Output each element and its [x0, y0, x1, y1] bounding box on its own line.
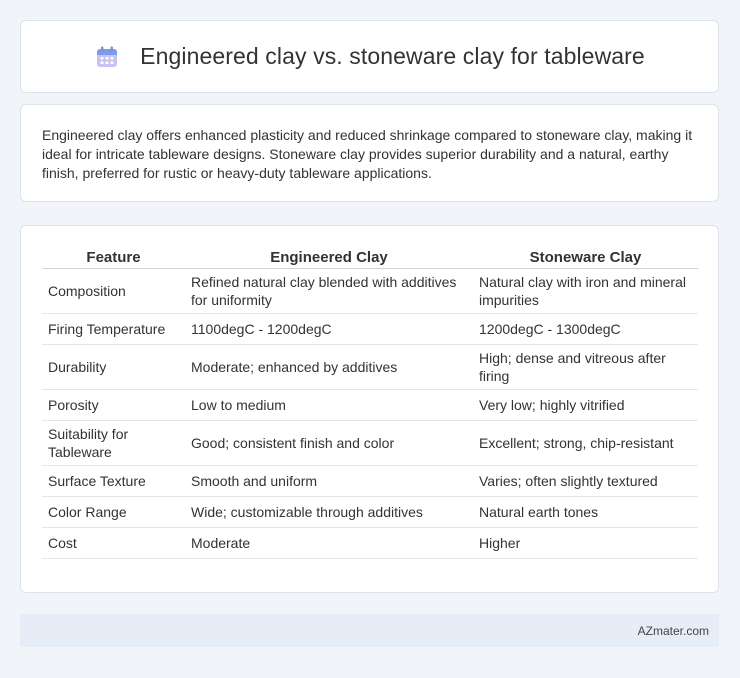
- page-title: Engineered clay vs. stoneware clay for tableware: [140, 43, 645, 69]
- stoneware-cell: Natural clay with iron and mineral impurities: [473, 268, 698, 313]
- table-header-row: [42, 246, 698, 268]
- table-row: [42, 465, 698, 496]
- footer-source: AZmater.com: [637, 623, 709, 638]
- feature-cell: Color Range: [42, 496, 185, 527]
- table-row: [42, 389, 698, 420]
- stoneware-cell: High; dense and vitreous after firing: [473, 344, 698, 389]
- engineered-cell: Low to medium: [185, 389, 473, 420]
- feature-cell: Durability: [42, 344, 185, 389]
- calendar-icon: [94, 44, 120, 70]
- engineered-cell: Smooth and uniform: [185, 465, 473, 496]
- table-row: [42, 496, 698, 527]
- title-card: [20, 20, 719, 93]
- feature-cell: Cost: [42, 527, 185, 558]
- engineered-cell: Refined natural clay blended with additives for uniformity: [185, 268, 473, 313]
- stoneware-cell: Excellent; strong, chip-resistant: [473, 420, 698, 465]
- footer: [20, 614, 719, 647]
- table-row: [42, 420, 698, 465]
- stoneware-cell: Natural earth tones: [473, 496, 698, 527]
- stoneware-cell: Varies; often slightly textured: [473, 465, 698, 496]
- header-stoneware-clay: Stoneware Clay: [473, 246, 698, 268]
- table-card: [20, 225, 719, 593]
- summary-text: Engineered clay offers enhanced plasticity and reduced shrinkage compared to stoneware clay, making it ideal for intricate tableware designs. Stoneware clay provides superior durability and a natural, earthy finish, preferred for rustic or heavy-duty tableware applications.: [42, 127, 693, 181]
- table-row: [42, 268, 698, 313]
- feature-cell: Suitability for Tableware: [42, 420, 185, 465]
- header-engineered-clay: Engineered Clay: [185, 246, 473, 268]
- feature-cell: Surface Texture: [42, 465, 185, 496]
- table-row: [42, 313, 698, 344]
- title-wrap: [94, 43, 645, 70]
- engineered-cell: Good; consistent finish and color: [185, 420, 473, 465]
- engineered-cell: Wide; customizable through additives: [185, 496, 473, 527]
- stoneware-cell: Higher: [473, 527, 698, 558]
- engineered-cell: 1100degC - 1200degC: [185, 313, 473, 344]
- summary-card: [20, 104, 719, 202]
- feature-cell: Porosity: [42, 389, 185, 420]
- feature-cell: Composition: [42, 268, 185, 313]
- comparison-table: [42, 246, 698, 559]
- stoneware-cell: Very low; highly vitrified: [473, 389, 698, 420]
- header-feature: Feature: [42, 246, 185, 268]
- engineered-cell: Moderate; enhanced by additives: [185, 344, 473, 389]
- table-row: [42, 527, 698, 558]
- feature-cell: Firing Temperature: [42, 313, 185, 344]
- engineered-cell: Moderate: [185, 527, 473, 558]
- table-row: [42, 344, 698, 389]
- stoneware-cell: 1200degC - 1300degC: [473, 313, 698, 344]
